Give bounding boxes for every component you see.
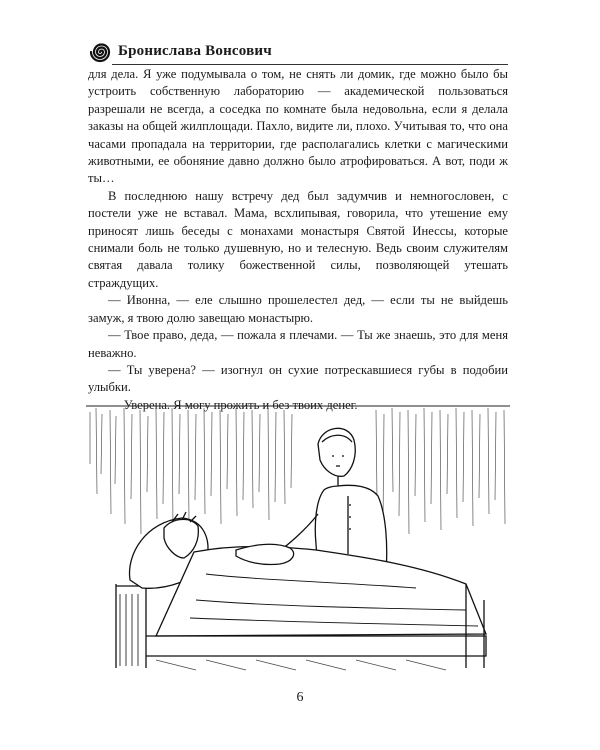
author-name: Бронислава Вонсович (118, 43, 272, 59)
page-number: 6 (296, 690, 304, 705)
paragraph: — Уверена. Я могу прожить и без твоих денег. (108, 397, 358, 412)
illustration-deathbed-scene (86, 404, 510, 672)
paragraph: — Твое право, деда, — пожала я плечами. — Ты же знаешь, это для меня неважно. (88, 328, 508, 360)
floor-hatching (156, 660, 446, 670)
body-text (88, 66, 508, 414)
paragraph: для дела. Я уже подумывала о том, не снять ли домик, где можно было бы устроить собственную лабораторию — академической пользоваться разрешали не всегда, а соседка по комнате была недовольна, если я делала заказы на общей жилплощади. Пахло, видите ли, плохо. Учитывая то, что она часами пропадала на территории, где располагались клетки с магическими животными, ее обоняние давно должно было атрофироваться. А вот, поди ж ты… (88, 67, 508, 186)
spiral-ornament-icon (88, 40, 112, 64)
running-header (88, 40, 508, 66)
background-hatching (86, 406, 510, 534)
paragraph: В последнюю нашу встречу дед был задумчив и немногословен, с постели уже не вставал. Мама, всхлипывая, говорила, что утешение ему приносят лишь беседы с монахами монастыря Святой Инессы, которые снимали боль не только душевную, но и телесную. Ведь своим служителям святая давала толику божественной силы, позволяющей утешать страждущих. (88, 188, 508, 290)
bed-and-old-man (116, 512, 486, 668)
paragraph: — Ивонна, — еле слышно прошелестел дед, — если ты не выйдешь замуж, я твою долю завещаю монастырю. (88, 293, 508, 325)
paragraph: — Ты уверена? — изогнул он сухие потрескавшиеся губы в подобии улыбки. (88, 362, 508, 395)
header-rule (112, 64, 508, 65)
